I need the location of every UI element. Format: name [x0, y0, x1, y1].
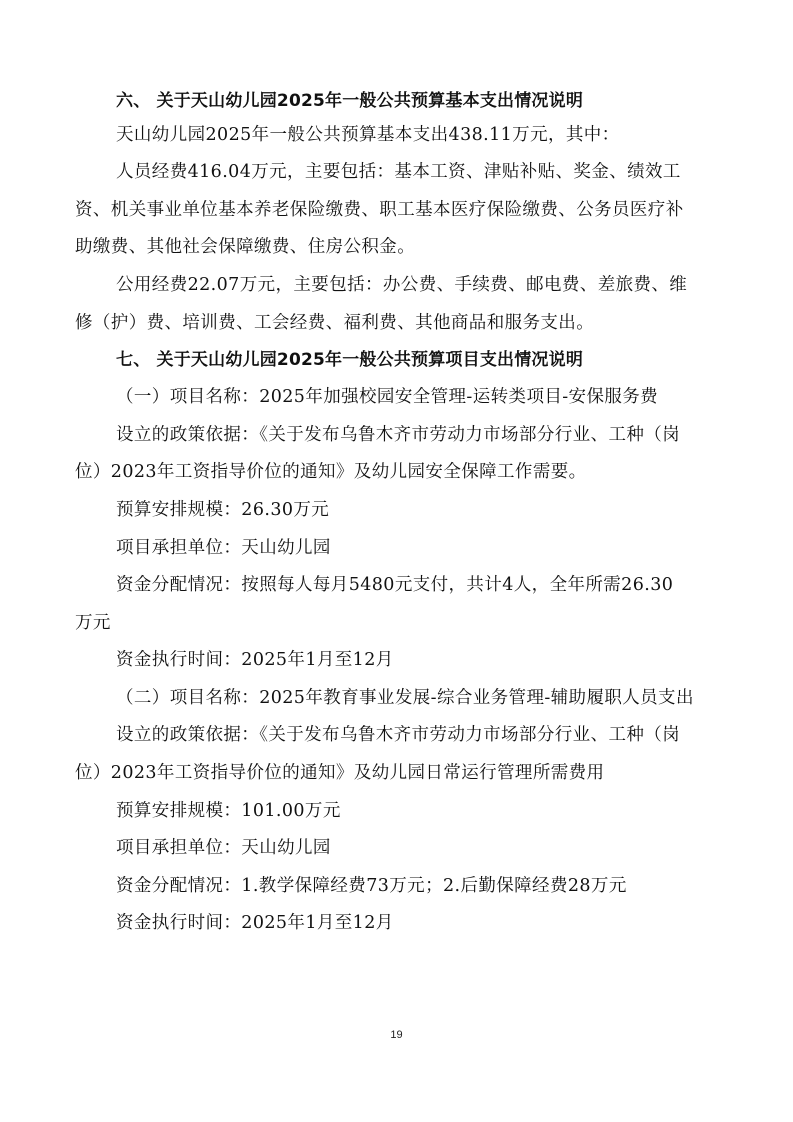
project-2-basis-line-1: 设立的政策依据：《关于发布乌鲁木齐市劳动力市场部分行业、工种（岗: [116, 725, 681, 745]
section-6-heading: 六、 关于天山幼儿园2025年一般公共预算基本支出情况说明: [116, 91, 584, 111]
project-1-allocation-line-2: 万元: [75, 613, 111, 633]
project-1-scale: 预算安排规模：26.30万元: [116, 500, 330, 520]
public-expense-line-1: 公用经费22.07万元，主要包括：办公费、手续费、邮电费、差旅费、维: [116, 275, 688, 295]
project-2-basis-line-2: 位）2023年工资指导价位的通知》及幼儿园日常运行管理所需费用: [75, 763, 605, 783]
public-expense-line-2: 修（护）费、培训费、工会经费、福利费、其他商品和服务支出。: [75, 313, 595, 333]
section-7-heading: 七、 关于天山幼儿园2025年一般公共预算项目支出情况说明: [116, 350, 584, 370]
project-2-scale: 预算安排规模：101.00万元: [116, 801, 341, 821]
personnel-expense-line-2: 资、机关事业单位基本养老保险缴费、职工基本医疗保险缴费、公务员医疗补: [75, 200, 684, 220]
project-1-basis-line-2: 位）2023年工资指导价位的通知》及幼儿园安全保障工作需要。: [75, 462, 587, 482]
project-1-allocation-line-1: 资金分配情况：按照每人每月5480元支付，共计4人，全年所需26.30: [116, 575, 674, 595]
project-2-unit: 项目承担单位：天山幼儿园: [116, 838, 331, 858]
project-1-basis-line-1: 设立的政策依据：《关于发布乌鲁木齐市劳动力市场部分行业、工种（岗: [116, 425, 681, 445]
personnel-expense-line-3: 助缴费、其他社会保障缴费、住房公积金。: [75, 237, 416, 257]
project-2-name: （二）项目名称：2025年教育事业发展-综合业务管理-辅助履职人员支出: [116, 688, 694, 708]
project-1-period: 资金执行时间：2025年1月至12月: [116, 650, 394, 670]
personnel-expense-line-1: 人员经费416.04万元，主要包括：基本工资、津贴补贴、奖金、绩效工: [116, 162, 681, 182]
project-2-period: 资金执行时间：2025年1月至12月: [116, 913, 394, 933]
project-2-allocation: 资金分配情况：1.教学保障经费73万元；2.后勤保障经费28万元: [116, 876, 627, 896]
section-6-intro: 天山幼儿园2025年一般公共预算基本支出438.11万元，其中：: [116, 125, 620, 145]
project-1-unit: 项目承担单位：天山幼儿园: [116, 538, 331, 558]
project-1-name: （一）项目名称：2025年加强校园安全管理-运转类项目-安保服务费: [116, 387, 659, 407]
page-number: 19: [390, 1029, 403, 1041]
